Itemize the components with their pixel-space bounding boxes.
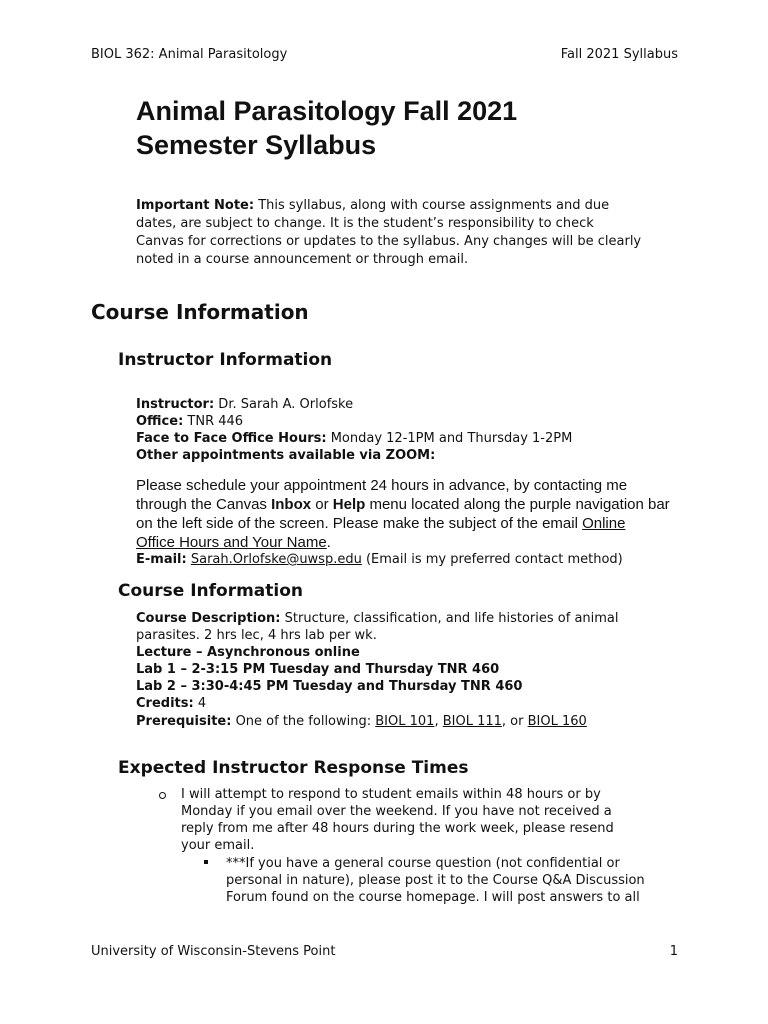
running-header-left: BIOL 362: Animal Parasitology — [91, 47, 288, 62]
email-subject-link[interactable]: Online — [582, 515, 626, 532]
title-line-2: Semester Syllabus — [136, 130, 377, 160]
page-title — [136, 94, 696, 162]
zoom-line: Other appointments available via ZOOM: — [136, 448, 436, 463]
section-heading-course-information: Course Information — [91, 300, 309, 324]
title-line-1: Animal Parasitology Fall 2021 — [136, 96, 518, 126]
lab1-line: Lab 1 – 2-3:15 PM Tuesday and Thursday TNR 460 — [136, 662, 500, 677]
subheading-course-information: Course Information — [118, 581, 304, 601]
prereq-link-biol-160[interactable]: BIOL 160 — [527, 714, 587, 729]
inbox-menu-reference: Inbox — [271, 496, 312, 513]
response-bullet-2: ***If you have a general course question (not confidential or personal in nature), please post it to the Course Q&A Discussion Forum found on the course homepage. I will post answers to all — [226, 856, 645, 905]
square-bullet-icon — [204, 860, 208, 864]
instructor-line: Instructor: Dr. Sarah A. Orlofske — [136, 397, 354, 412]
help-menu-reference: Help — [332, 496, 366, 513]
lab2-line: Lab 2 – 3:30-4:45 PM Tuesday and Thursday TNR 460 — [136, 679, 523, 694]
office-line: Office: TNR 446 — [136, 414, 244, 429]
prerequisite-line: Prerequisite: One of the following: BIOL 101, BIOL 111, or BIOL 160 — [136, 714, 587, 729]
course-description-line-1: Course Description: Structure, classification, and life histories of animal — [136, 611, 619, 626]
email-link[interactable]: Sarah.Orlofske@uwsp.edu — [190, 552, 362, 567]
prereq-link-biol-101[interactable]: BIOL 101 — [375, 714, 435, 729]
running-header-right: Fall 2021 Syllabus — [560, 47, 678, 62]
email-subject-link-cont[interactable]: Office Hours and Your Name — [136, 534, 327, 551]
note-line-4: noted in a course announcement or through email. — [136, 252, 469, 267]
credits-line: Credits: 4 — [136, 696, 207, 711]
prereq-link-biol-111[interactable]: BIOL 111 — [442, 714, 502, 729]
page-number: 1 — [669, 944, 678, 959]
note-line-3: Canvas for corrections or updates to the syllabus. Any changes will be clearly — [136, 234, 642, 249]
important-note-label: Important Note: — [136, 198, 255, 213]
footer-university: University of Wisconsin-Stevens Point — [91, 944, 336, 959]
hollow-bullet-icon — [159, 792, 166, 799]
lecture-line: Lecture – Asynchronous online — [136, 645, 360, 660]
response-bullet-1: I will attempt to respond to student emails within 48 hours or by Monday if you email over the weekend. If you have not received a reply from me after 48 hours during the work week, please resend your email. — [181, 787, 614, 853]
subheading-instructor-information: Instructor Information — [118, 350, 333, 370]
scheduling-paragraph: Please schedule your appointment 24 hours in advance, by contacting me through the Canvas Inbox or Help menu located along the purple navigation bar on the left side of the screen. Please make the subject of the email Online Office Hours and Your Name. — [136, 477, 670, 551]
course-description-line-2: parasites. 2 hrs lec, 4 hrs lab per wk. — [136, 628, 377, 643]
subheading-response-times: Expected Instructor Response Times — [118, 758, 469, 778]
note-line-1: This syllabus, along with course assignments and due — [254, 198, 610, 213]
office-hours-line: Face to Face Office Hours: Monday 12-1PM and Thursday 1-2PM — [136, 431, 573, 446]
important-note — [136, 197, 696, 269]
note-line-2: dates, are subject to change. It is the student’s responsibility to check — [136, 216, 594, 231]
email-line: E-mail: Sarah.Orlofske@uwsp.edu (Email is my preferred contact method) — [136, 552, 623, 567]
